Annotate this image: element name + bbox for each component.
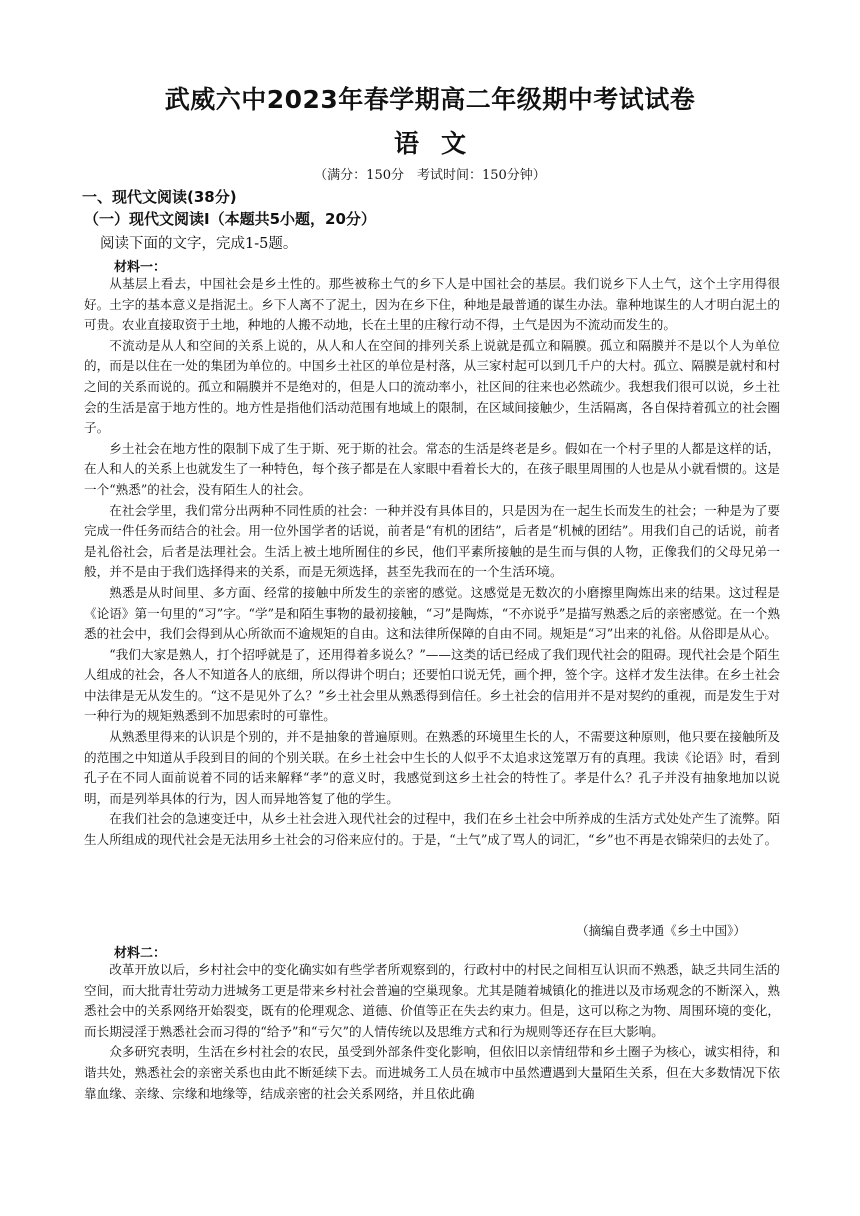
paragraph: 乡土社会在地方性的限制下成了生于斯、死于斯的社会。常态的生活是终老是乡。假如在一个村子里的人都是这样的话，在人和人的关系上也就发生了一种特色，每个孩子都是在人家眼中看着长大的，在孩子眼里周围的人也是从小就看惯的。这是一个“熟悉”的社会，没有陌生人的社会。 — [84, 440, 780, 497]
paragraph: “我们大家是熟人，打个招呼就是了，还用得着多说么？”——这类的话已经成了我们现代社会的阻碍。现代社会是个陌生人组成的社会，各人不知道各人的底细，所以得讲个明白；还要怕口说无凭，画个押，签个字。这样才发生法律。在乡土社会中法律是无从发生的。“这不是见外了么？”乡土社会里从熟悉得到信任。乡土社会的信用并不是对契约的重视，而是发生于对一种行为的规矩熟悉到不加思索时的可靠性。 — [84, 646, 780, 724]
paragraph: 从熟悉里得来的认识是个别的，并不是抽象的普遍原则。在熟悉的环境里生长的人，不需要这种原则，他只要在接触所及的范围之中知道从手段到目的间的个别关联。在乡土社会中生长的人似乎不太追求这笼罩万有的真理。我读《论语》时，看到孔子在不同人面前说着不同的话来解释“孝”的意义时，我感觉到这乡土社会的特性了。孝是什么？孔子并没有抽象地加以说明，而是列举具体的行为，因人而异地答复了他的学生。 — [84, 729, 780, 806]
material-2-body — [84, 960, 780, 1104]
subject-title: 语文 — [393, 129, 488, 158]
material-1-label: 材料一： — [114, 260, 167, 275]
source-citation: （摘编自费孝通《乡土中国》） — [575, 923, 746, 938]
exam-title: 武威六中2023年春学期高二年级期中考试试卷 — [164, 85, 696, 114]
paragraph: 众多研究表明，生活在乡村社会的农民，虽受到外部条件变化影响，但依旧以亲情纽带和乡土圈子为核心，诚实相待，和谐共处，熟悉社会的亲密关系也由此不断延续下去。而进城务工人员在城市中虽然遭遇到大量陌生关系，但在大多数情况下依靠血缘、亲缘、宗缘和地缘等，结成亲密的社会关系网络，并且依此确 — [84, 1044, 780, 1101]
paragraph: 在社会学里，我们常分出两种不同性质的社会：一种并没有具体目的，只是因为在一起生长而发生的社会；一种是为了要完成一件任务而结合的社会。用一位外国学者的话说，前者是“有机的团结”，后者是“机械的团结”。用我们自己的话说，前者是礼俗社会，后者是法理社会。生活上被土地所囿住的乡民，他们平素所接触的是生而与俱的人物，正像我们的父母兄弟一般，并不是由于我们选择得来的关系，而是无须选择，甚至先我而在的一个生活环境。 — [84, 502, 780, 580]
paragraph: 从基层上看去，中国社会是乡土性的。那些被称土气的乡下人是中国社会的基层。我们说乡下人土气，这个土字用得很好。土字的基本意义是指泥土。乡下人离不了泥土，因为在乡下住，种地是最普通的谋生办法。靠种地谋生的人才明白泥土的可贵。农业直接取资于土地，种地的人搬不动地，长在土里的庄稼行动不得，土气是因为不流动而发生的。 — [84, 276, 780, 333]
paragraph: 改革开放以后，乡村社会中的变化确实如有些学者所观察到的，行政村中的村民之间相互认识而不熟悉，缺乏共同生活的空间，而大批青壮劳动力进城务工更是带来乡村社会普遍的空巢现象。尤其是随着城镇化的推进以及市场观念的不断深入，熟悉社会中的关系网络开始裂变，既有的伦理观念、道德、价值等正在失去约束力。但是，这可以称之为物、周围环境的变化，而长期浸淫于熟悉社会而习得的“给予”和“亏欠”的人情传统以及思维方式和行为规则等还存在巨大影响。 — [84, 962, 780, 1039]
paragraph: 不流动是从人和空间的关系上说的，从人和人在空间的排列关系上说就是孤立和隔膜。孤立和隔膜并不是以个人为单位的，而是以住在一处的集团为单位的。中国乡土社区的单位是村落，从三家村起可以到几千户的大村。孤立、隔膜是就村和村之间的关系而说的。孤立和隔膜并不是绝对的，但是人口的流动率小，社区间的往来也必然疏少。我想我们很可以说，乡土社会的生活是富于地方性的。地方性是指他们活动范围有地域上的限制，在区域间接触少，生活隔离，各自保持着孤立的社会圈子。 — [84, 337, 780, 436]
paragraph: 在我们社会的急速变迁中，从乡土社会进入现代社会的过程中，我们在乡土社会中所养成的生活方式处处产生了流弊。陌生人所组成的现代社会是无法用乡土社会的习俗来应付的。于是，“土气”成了骂人的词汇，“乡”也不再是衣锦荣归的去处了。 — [84, 811, 780, 848]
reading-instruction: 阅读下面的文字，完成1-5题。 — [100, 236, 298, 252]
material-1-body — [84, 274, 780, 851]
section-heading: 一、现代文阅读(38分) — [82, 188, 237, 206]
material-2-label: 材料二： — [114, 946, 167, 961]
paragraph: 熟悉是从时间里、多方面、经常的接触中所发生的亲密的感觉。这感觉是无数次的小磨擦里陶炼出来的结果。这过程是《论语》第一句里的“习”字。“学”是和陌生事物的最初接触，“习”是陶炼，“不亦说乎”是描写熟悉之后的亲密感觉。在一个熟悉的社会中，我们会得到从心所欲而不逾规矩的自由。这和法律所保障的自由不同。规矩是“习”出来的礼俗。从俗即是从心。 — [84, 584, 780, 642]
subsection-heading: （一）现代文阅读Ⅰ（本题共5小题，20分） — [84, 210, 376, 228]
exam-info: （满分：150分 考试时间：150分钟） — [314, 168, 546, 183]
